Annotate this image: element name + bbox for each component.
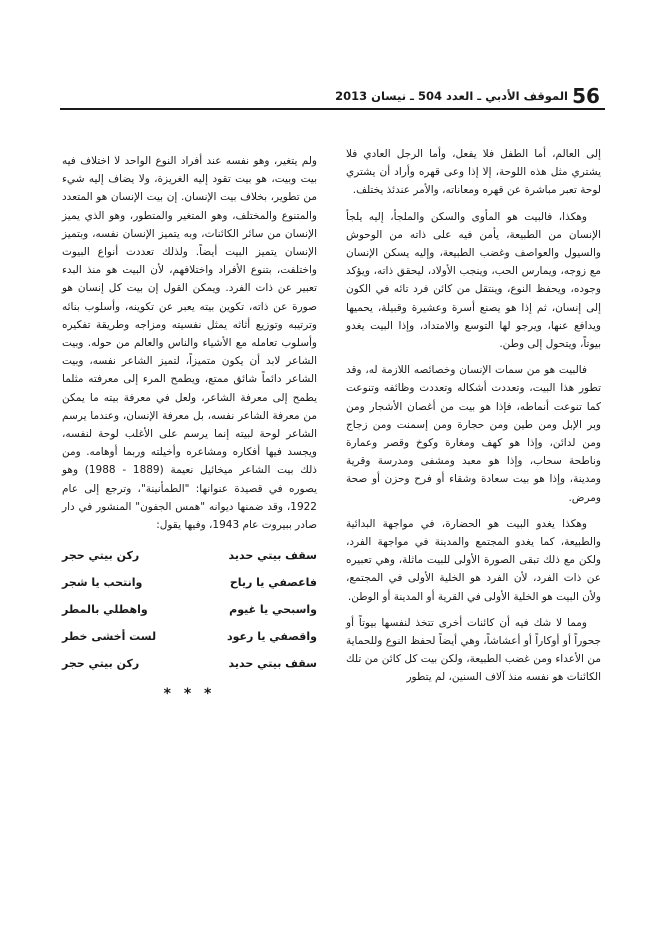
paragraph: إلى العالم، أما الطفل فلا يفعل، وأما الرجل العادي فلا يشتري مثل هذه اللوحة، إلا إذا وعى قهره وأراد أن يشتري لوحة تعبر مباشرة عن قهره ومعاناته، والأمر عندئذ يختلف. — [346, 148, 601, 197]
poem-line — [62, 569, 317, 596]
paragraph: وهكذا يغدو البيت هو الحضارة، في مواجهة البدائية والطبيعة، كما يغدو المجتمع والمدينة في مواجهة الفرد، ولكن مع ذلك تبقى الصورة الأولى للبيت ماثلة، وهي تعبيره عن ذات الفرد، لأن الفرد هو الخلية الأولى في المجتمع، ولأن البيت هو الخلية الأولى في القرية أو المدينة أو الوطن. — [346, 517, 601, 603]
page-number: 56 — [572, 84, 600, 108]
poem-hemistich: سقف بيتي حديد — [228, 657, 317, 671]
poem-hemistich: واقصفي يا رعود — [226, 630, 317, 644]
magazine-title: الموقف الأدبي ـ العدد 504 ـ نيسان 2013 — [335, 89, 568, 103]
poem-hemistich: لست أخشى خطر — [62, 630, 157, 644]
paragraph: وهكذا، فالبيت هو المأوى والسكن والملجأ، إليه يلجأ الإنسان من الطبيعة، يأمن فيه على ذاته من الوحوش والسيول والعواصف وغضب الطبيعة، وإليه يسكن الإنسان مع زوجه، ويمارس الحب، وينجب الأولاد، ليحقق ذاته، ويؤكد وجوده، ويحفظ النوع، وينتقل من كائن فرد تائه في الكون إلى إنسان، ثم إذا هو يصنع أسرة وعشيرة وقبيلة، يحميها ويدافع عنها، ويرجو لها التوسع والامتداد، وإذا البيت يغدو بيوتاً، ويتحول إلى وطن. — [346, 210, 601, 351]
poem-hemistich: ركن بيتي حجر — [62, 657, 140, 671]
poem-hemistich: سقف بيتي حديد — [228, 549, 317, 563]
paragraph: ولم يتغير، وهو نفسه عند أفراد النوع الواحد لا اختلاف فيه بيت وبيت، هو بيت تقود إليه الغريزة، ولا يضاف إليه شيء من تطوير، بخلاف بيت الإنسان. إن بيت الإنسان هو المتعدد والمتنوع والمختلف، وهو المتغير والمتطور، وهو الذي يميز الإنسان من سائر الكائنات، وبه يتميز الإنسان نفسه، وبتميز الإنسان يتميز البيت أيضاً. ولذلك تعددت أنواع البيوت واختلفت، بتنوع الأفراد واختلافهم، لأن البيت هو منذ البدء تعبير عن ذات الفرد. ويمكن القول إن بيت كل إنسان هو صورة عن ذاته، تكوين بيته يعبر عن تكوينه، وأسلوب بنائه وترتيبه وتوزيع أثاثه يمثل نفسيته ومزاجه وطريقة تفكيره وأسلوب تعامله مع الأشياء والناس والعالم من حوله. وبيت الشاعر لابد أن يكون متميزاً، لتميز الشاعر نفسه، وبيت الشاعر دائماً شائق ممتع، ويطمح المرء إلى معرفته مثلما يطمح إلى معرفة الشاعر، ولعل في معرفة بيته ما يمكن من معرفة الشاعر نفسه، بل معرفة الإنسان، وعندما يرسم الشاعر لوحة لبيته إنما يرسم على الأغلب لوحة لنفسه، ويجسد فيها أفكاره ومشاعره وأخيلته وربما أوهامه. ومن ذلك بيت الشاعر ميخائيل نعيمة (1889 - 1988) وهو يصوره في قصيدة عنوانها: "الطمأنينة"، وترجع إلى عام 1922، وقد ضمنها ديوانه "همس الجفون" المنشور في دار صادر ببيروت عام 1943، وفيها يقول: — [62, 155, 317, 532]
poem-hemistich: فاعصفي يا رياح — [229, 576, 317, 590]
poem-line — [62, 542, 317, 569]
poem-hemistich: ركن بيتي حجر — [62, 549, 140, 563]
paragraph: ومما لا شك فيه أن كائنات أخرى تتخذ لنفسها بيوتاً أو جحوراً أو أوكاراً أو أعشاشاً، وهي أيضاً لحفظ النوع وللحماية من الأعداء ومن غضب الطبيعة، ولكن بيت كل كائن من تلك الكائنات هو نفسه منذ آلاف السنين، لم يتطور — [346, 616, 601, 684]
paragraph: فالبيت هو من سمات الإنسان وخصائصه اللازمة له، وقد تطور هذا البيت، وتعددت أشكاله وتعددت وظائفه وتنوعت كما تنوعت أنماطه، فإذا هو بيت من أغصان الأشجار ومن وبر الإبل ومن طين ومن حجارة ومن إسمنت ومن زجاج ومن لدائن، وإذا هو كهف ومغارة وكوخ وقصر وعمارة وناطحة سحاب، وإذا هو معبد ومشفى ومدرسة وقرية ومدينة، وإذا هو بيت سعادة وشقاء أو فرح وحزن أو صحة ومرض. — [346, 364, 601, 504]
left-column — [62, 152, 317, 703]
poem-hemistich: وانتحب يا شجر — [62, 576, 143, 590]
poem — [62, 542, 317, 677]
header-rule — [60, 108, 605, 110]
poem-line — [62, 596, 317, 623]
page-header — [0, 80, 661, 114]
section-end-mark: * * * — [163, 686, 216, 703]
right-column — [346, 145, 601, 695]
poem-hemistich: واسبحي يا غيوم — [229, 603, 317, 617]
poem-line — [62, 623, 317, 650]
poem-line — [62, 650, 317, 677]
poem-hemistich: واهطلي بالمطر — [62, 603, 148, 617]
